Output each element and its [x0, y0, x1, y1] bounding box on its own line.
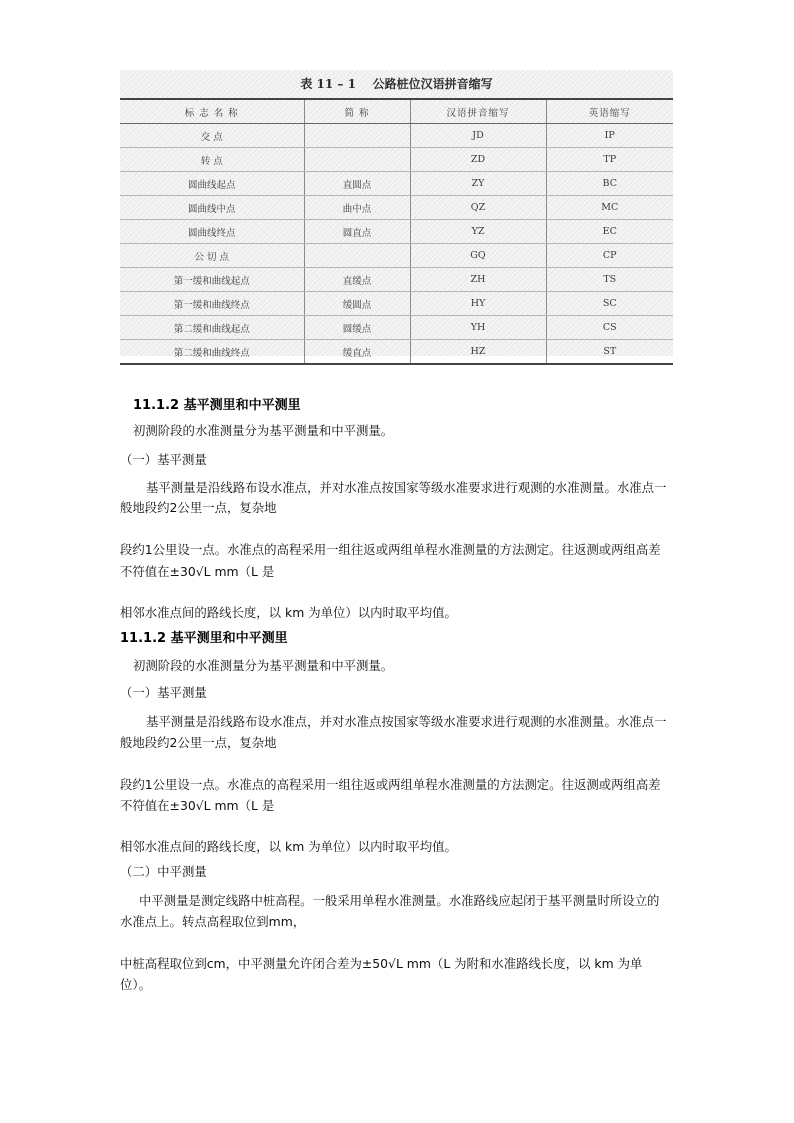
cell-name: 圆曲线终点 [120, 220, 304, 244]
cell-short [304, 124, 410, 148]
cell-short: 圆直点 [304, 220, 410, 244]
intro-paragraph: 初测阶段的水准测量分为基平测量和中平测量。 [133, 423, 394, 438]
pile-abbreviation-table [120, 98, 673, 365]
header-english: 英语缩写 [546, 99, 673, 124]
cell-pinyin: HZ [410, 340, 546, 365]
cell-english: CS [546, 316, 673, 340]
paragraph-line: 水准点上。转点高程取位到mm， [120, 914, 306, 929]
cell-short: 缓圆点 [304, 292, 410, 316]
table-header-row [120, 99, 673, 124]
cell-short: 缓直点 [304, 340, 410, 365]
table-row [120, 196, 673, 220]
cell-english: SC [546, 292, 673, 316]
paragraph-line: 基平测量是沿线路布设水准点，并对水准点按国家等级水准要求进行观测的水准测量。水准点一 [146, 714, 667, 729]
cell-name: 圆曲线起点 [120, 172, 304, 196]
paragraph-line: 不符值在±30√L mm（L 是 [120, 564, 275, 579]
cell-english: BC [546, 172, 673, 196]
header-pinyin: 汉语拼音缩写 [410, 99, 546, 124]
cell-english: EC [546, 220, 673, 244]
cell-english: TP [546, 148, 673, 172]
paragraph-line: 般地段约2公里一点，复杂地 [120, 735, 277, 750]
cell-name: 公 切 点 [120, 244, 304, 268]
intro-paragraph: 初测阶段的水准测量分为基平测量和中平测量。 [133, 658, 394, 673]
table-figure [120, 70, 673, 359]
subsection-heading: （一）基平测量 [120, 685, 207, 700]
cell-short: 直缓点 [304, 268, 410, 292]
cell-short [304, 244, 410, 268]
cell-name: 圆曲线中点 [120, 196, 304, 220]
cell-pinyin: ZD [410, 148, 546, 172]
subsection-heading: （一）基平测量 [120, 452, 207, 467]
cell-english: CP [546, 244, 673, 268]
table-row [120, 172, 673, 196]
section-heading: 11.1.2 基平测里和中平测里 [133, 398, 301, 413]
cell-pinyin: GQ [410, 244, 546, 268]
paragraph-line: 相邻水准点间的路线长度，以 km 为单位）以内时取平均值。 [120, 839, 457, 854]
table-row [120, 268, 673, 292]
header-short: 简 称 [304, 99, 410, 124]
paragraph-line: 段约1公里设一点。水准点的高程采用一组往返或两组单程水准测量的方法测定。往返测或两组高差 [120, 542, 661, 557]
cell-pinyin: YZ [410, 220, 546, 244]
header-name: 标 志 名 称 [120, 99, 304, 124]
cell-english: ST [546, 340, 673, 365]
cell-name: 第二缓和曲线起点 [120, 316, 304, 340]
cell-short: 直圆点 [304, 172, 410, 196]
cell-pinyin: JD [410, 124, 546, 148]
cell-pinyin: QZ [410, 196, 546, 220]
cell-name: 第一缓和曲线终点 [120, 292, 304, 316]
table-title: 表 11 – 1 公路桩位汉语拼音缩写 [300, 77, 493, 91]
paragraph-line: 中平测量是测定线路中桩高程。一般采用单程水准测量。水准路线应起闭于基平测量时所设立的 [139, 893, 660, 908]
cell-name: 交 点 [120, 124, 304, 148]
table-row [120, 148, 673, 172]
table-row [120, 124, 673, 148]
cell-pinyin: ZH [410, 268, 546, 292]
cell-english: IP [546, 124, 673, 148]
paragraph-line: 相邻水准点间的路线长度，以 km 为单位）以内时取平均值。 [120, 605, 457, 620]
table-row [120, 292, 673, 316]
cell-short: 圆缓点 [304, 316, 410, 340]
cell-english: MC [546, 196, 673, 220]
cell-pinyin: HY [410, 292, 546, 316]
cell-name: 第一缓和曲线起点 [120, 268, 304, 292]
cell-pinyin: YH [410, 316, 546, 340]
table-row [120, 244, 673, 268]
cell-short [304, 148, 410, 172]
paragraph-line: 般地段约2公里一点，复杂地 [120, 500, 277, 515]
cell-name: 第二缓和曲线终点 [120, 340, 304, 365]
section-heading: 11.1.2 基平测里和中平测里 [120, 631, 288, 646]
paragraph-line: 段约1公里设一点。水准点的高程采用一组往返或两组单程水准测量的方法测定。往返测或两组高差 [120, 777, 661, 792]
table-row [120, 340, 673, 365]
cell-pinyin: ZY [410, 172, 546, 196]
paragraph-line: 中桩高程取位到cm，中平测量允许闭合差为±50√L mm（L 为附和水准路线长度，以 km 为单 [120, 956, 643, 971]
subsection-heading: （二）中平测量 [120, 864, 207, 879]
paragraph-line: 不符值在±30√L mm（L 是 [120, 798, 275, 813]
paragraph-line: 位）。 [120, 977, 151, 992]
table-row [120, 316, 673, 340]
table-row [120, 220, 673, 244]
cell-short: 曲中点 [304, 196, 410, 220]
cell-english: TS [546, 268, 673, 292]
paragraph-line: 基平测量是沿线路布设水准点，并对水准点按国家等级水准要求进行观测的水准测量。水准点一 [146, 480, 667, 495]
cell-name: 转 点 [120, 148, 304, 172]
